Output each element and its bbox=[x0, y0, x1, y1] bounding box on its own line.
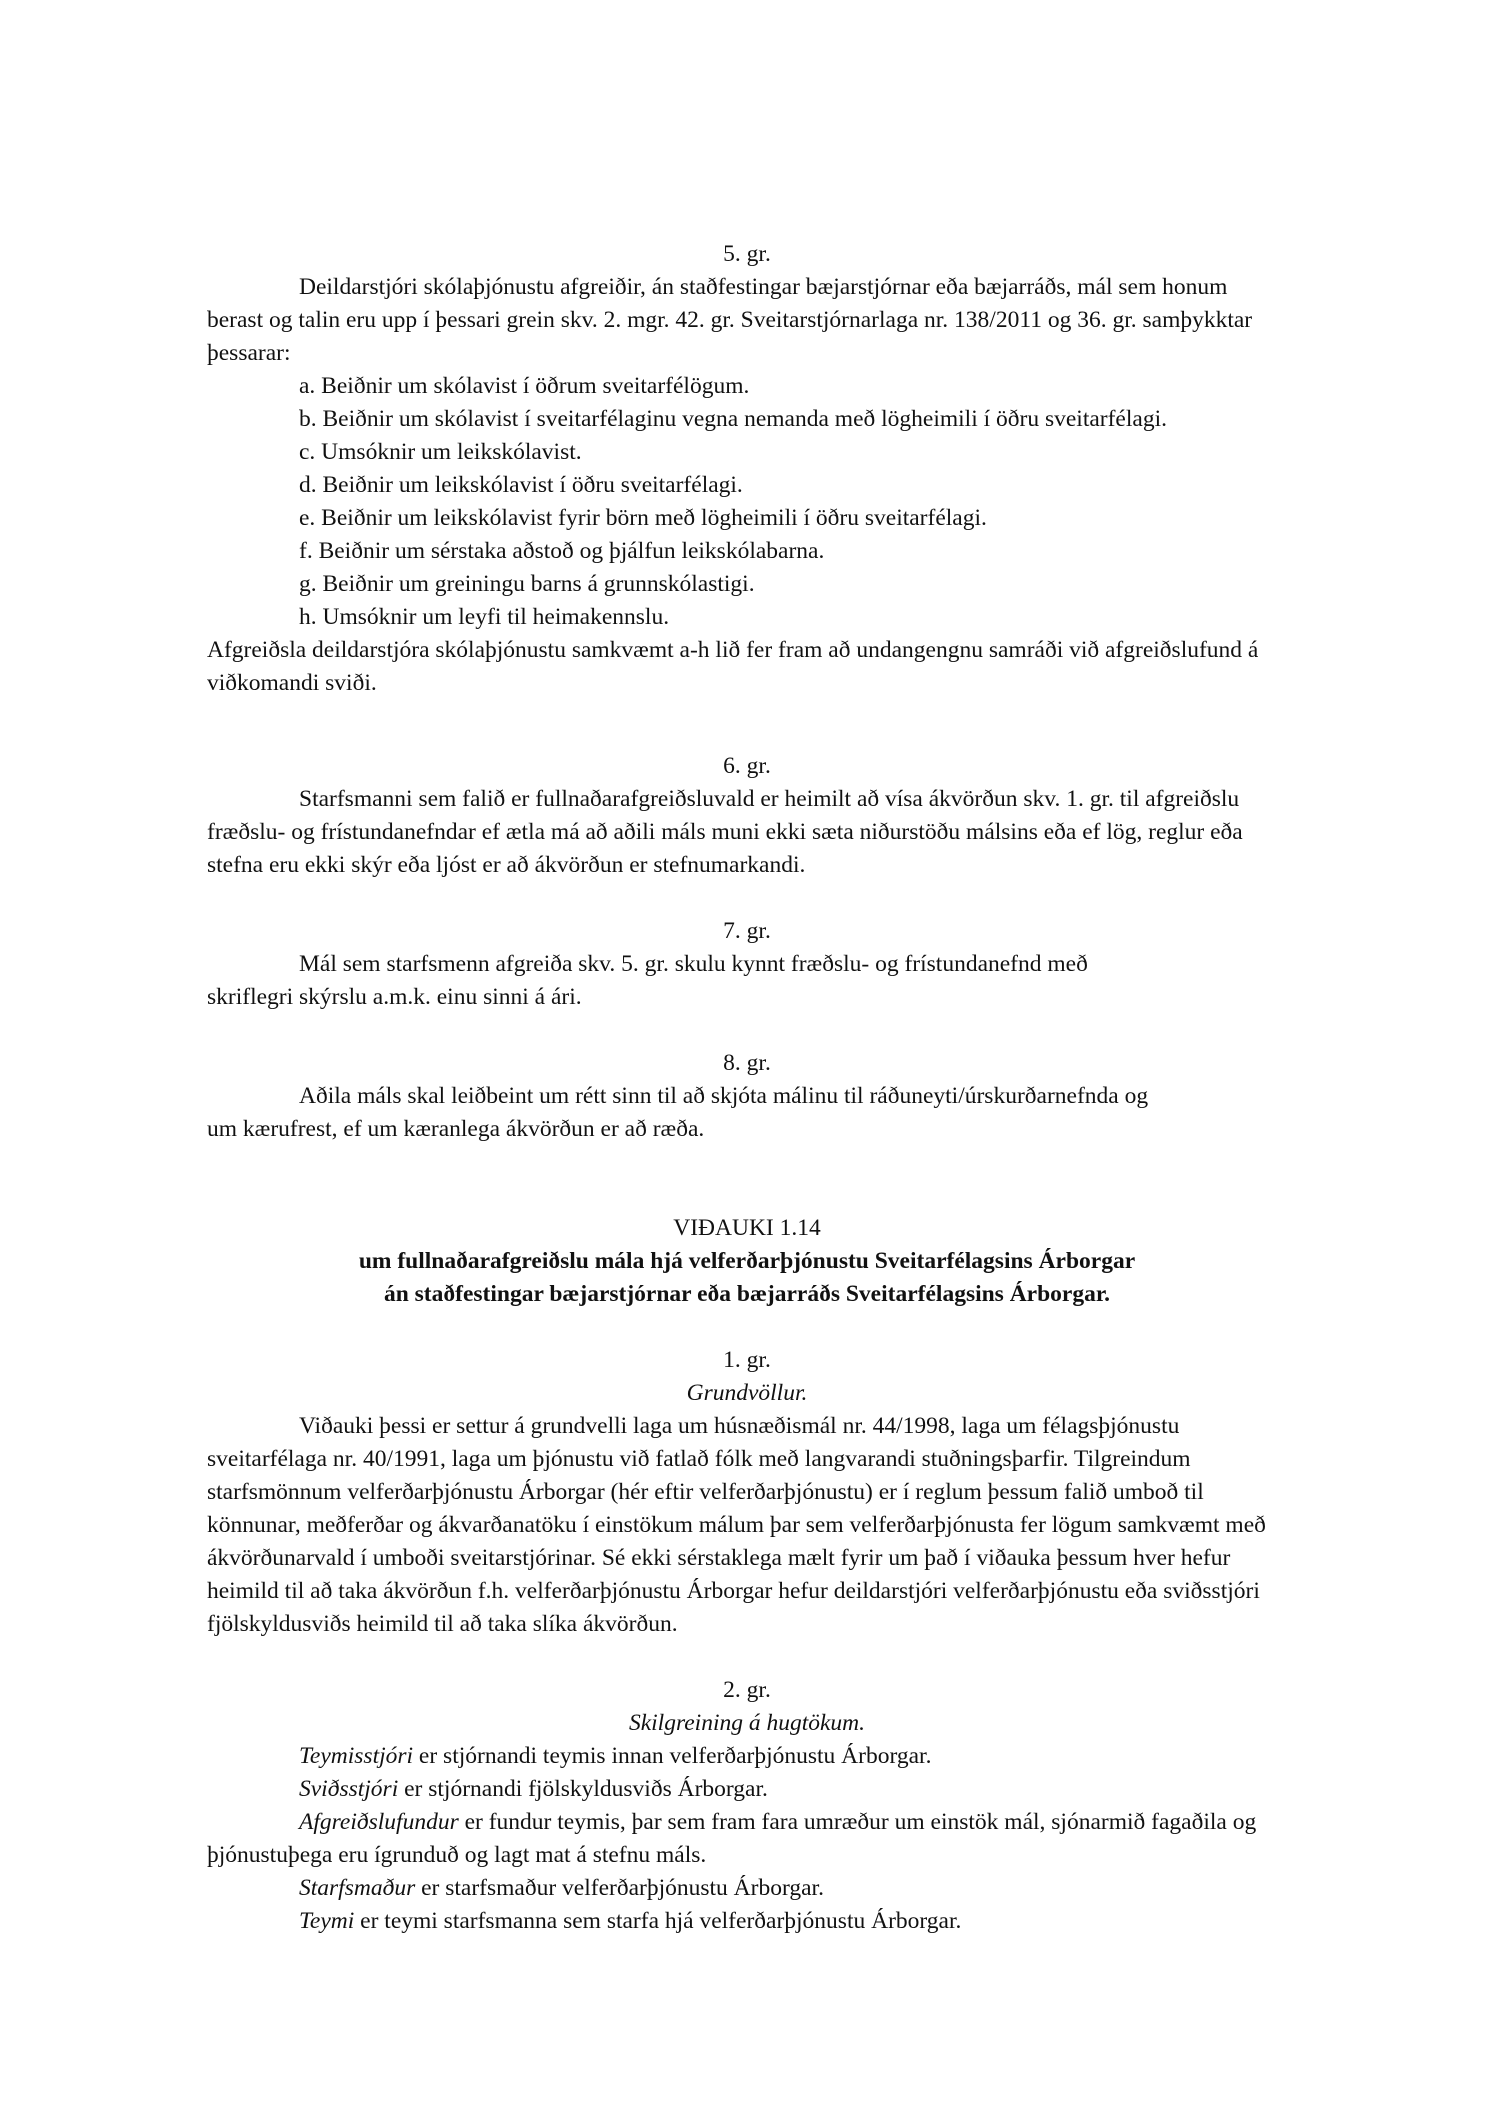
definition-term: Starfsmaður bbox=[299, 1875, 416, 1901]
section-paragraph: Viðauki þessi er settur á grundvelli laga um húsnæðismál nr. 44/1998, laga um félagsþjónustu sveitarfélaga nr. 40/1991, laga um þjónustu við fatlað fólk með langvarandi stuðningsþarfir. Tilgreindum starfsmönnum velferðarþjónustu Árborgar (hér eftir velferðarþjónustu) er í reglum þessum falið umboð til könnunar, meðferðar og ákvarðanatöku í einstökum málum þar sem velferðarþjónusta fer lögum samkvæmt með ákvörðunarvald í umboði sveitarstjórinar. Sé ekki sérstaklega mælt fyrir um það í viðauka þessum hver hefur heimild til að taka ákvörðun f.h. velferðarþjónustu Árborgar hefur deildarstjóri velferðarþjónustu eða sviðsstjóri fjölskyldusviðs heimild til að taka slíka ákvörðun. bbox=[207, 1413, 1266, 1637]
section-6 bbox=[207, 750, 1287, 882]
definition-term: Afgreiðslufundur bbox=[299, 1809, 459, 1835]
appendix-subtitle: um fullnaðarafgreiðslu mála hjá velferðarþjónustu Sveitarfélagsins Árborgar bbox=[358, 1248, 1136, 1274]
definition-text: er teymi starfsmanna sem starfa hjá velferðarþjónustu Árborgar. bbox=[354, 1908, 962, 1934]
section-line: Aðila máls skal leiðbeint um rétt sinn til að skjóta málinu til ráðuneyti/úrskurðarnefnda og bbox=[299, 1083, 1149, 1109]
appendix-section-1 bbox=[207, 1344, 1287, 1641]
appendix-subtitle: án staðfestingar bæjarstjórnar eða bæjarráðs Sveitarfélagsins Árborgar. bbox=[383, 1281, 1111, 1307]
section-5 bbox=[207, 238, 1287, 700]
section-paragraph: Afgreiðsla deildarstjóra skólaþjónustu samkvæmt a-h lið fer fram að undangengnu samráði við afgreiðslufund á viðkomandi sviði. bbox=[207, 637, 1259, 696]
definition-term: Teymi bbox=[299, 1908, 355, 1934]
section-line: skriflegri skýrslu a.m.k. einu sinni á ári. bbox=[207, 984, 582, 1010]
section-heading: 8. gr. bbox=[723, 1050, 771, 1076]
definition-item bbox=[207, 1806, 1287, 1872]
appendix bbox=[207, 1212, 1287, 1938]
section-heading: 6. gr. bbox=[723, 753, 771, 779]
appendix-section-2 bbox=[207, 1674, 1287, 1938]
section-heading: 5. gr. bbox=[723, 241, 771, 267]
section-line: Mál sem starfsmenn afgreiða skv. 5. gr. skulu kynnt fræðslu- og frístundanefnd með bbox=[299, 951, 1088, 977]
list-item: a. Beiðnir um skólavist í öðrum sveitarfélögum. bbox=[299, 373, 750, 399]
list-item: f. Beiðnir um sérstaka aðstoð og þjálfun leikskólabarna. bbox=[299, 538, 825, 564]
section-paragraph: Deildarstjóri skólaþjónustu afgreiðir, án staðfestingar bæjarstjórnar eða bæjarráðs, mál sem honum berast og talin eru upp í þessari grein skv. 2. mgr. 42. gr. Sveitarstjórnarlaga nr. 138/2011 og 36. gr. samþykktar þessarar: bbox=[207, 274, 1253, 366]
section-8 bbox=[207, 1047, 1287, 1146]
section-subheading: Grundvöllur. bbox=[686, 1380, 808, 1406]
definition-item bbox=[207, 1773, 1287, 1806]
definition-text: er stjórnandi fjölskyldusviðs Árborgar. bbox=[398, 1776, 768, 1802]
list-item: e. Beiðnir um leikskólavist fyrir börn með lögheimili í öðru sveitarfélagi. bbox=[299, 505, 987, 531]
list-item: h. Umsóknir um leyfi til heimakennslu. bbox=[299, 604, 670, 630]
definition-term: Teymisstjóri bbox=[299, 1743, 414, 1769]
list-item: b. Beiðnir um skólavist í sveitarfélaginu vegna nemanda með lögheimili í öðru sveitarfélagi. bbox=[299, 406, 1167, 432]
section-subheading: Skilgreining á hugtökum. bbox=[628, 1710, 866, 1736]
section-line: um kærufrest, ef um kæranlega ákvörðun er að ræða. bbox=[207, 1116, 705, 1142]
list-item: c. Umsóknir um leikskólavist. bbox=[299, 439, 582, 465]
definition-item bbox=[207, 1905, 1287, 1938]
section-paragraph: Starfsmanni sem falið er fullnaðarafgreiðsluvald er heimilt að vísa ákvörðun skv. 1. gr. til afgreiðslu fræðslu- og frístundanefndar ef ætla má að aðili máls muni ekki sæta niðurstöðu málsins eða ef lög, reglur eða stefna eru ekki skýr eða ljóst er að ákvörðun er stefnumarkandi. bbox=[207, 786, 1243, 878]
definition-term: Sviðsstjóri bbox=[299, 1776, 399, 1802]
list-item: d. Beiðnir um leikskólavist í öðru sveitarfélagi. bbox=[299, 472, 743, 498]
appendix-title: VIÐAUKI 1.14 bbox=[673, 1215, 821, 1241]
section-heading: 1. gr. bbox=[723, 1347, 771, 1373]
section-heading: 7. gr. bbox=[723, 918, 771, 944]
definition-text: er starfsmaður velferðarþjónustu Árborgar. bbox=[415, 1875, 824, 1901]
definition-item bbox=[207, 1872, 1287, 1905]
list-item: g. Beiðnir um greiningu barns á grunnskólastigi. bbox=[299, 571, 755, 597]
definition-text: er fundur teymis, þar sem fram fara umræður um einstök mál, sjónarmið fagaðila og þjónustuþega eru ígrunduð og lagt mat á stefnu máls. bbox=[207, 1809, 1257, 1868]
definition-text: er stjórnandi teymis innan velferðarþjónustu Árborgar. bbox=[413, 1743, 932, 1769]
definition-item bbox=[207, 1740, 1287, 1773]
section-heading: 2. gr. bbox=[723, 1677, 771, 1703]
document-body bbox=[207, 238, 1287, 1938]
section-7 bbox=[207, 915, 1287, 1014]
